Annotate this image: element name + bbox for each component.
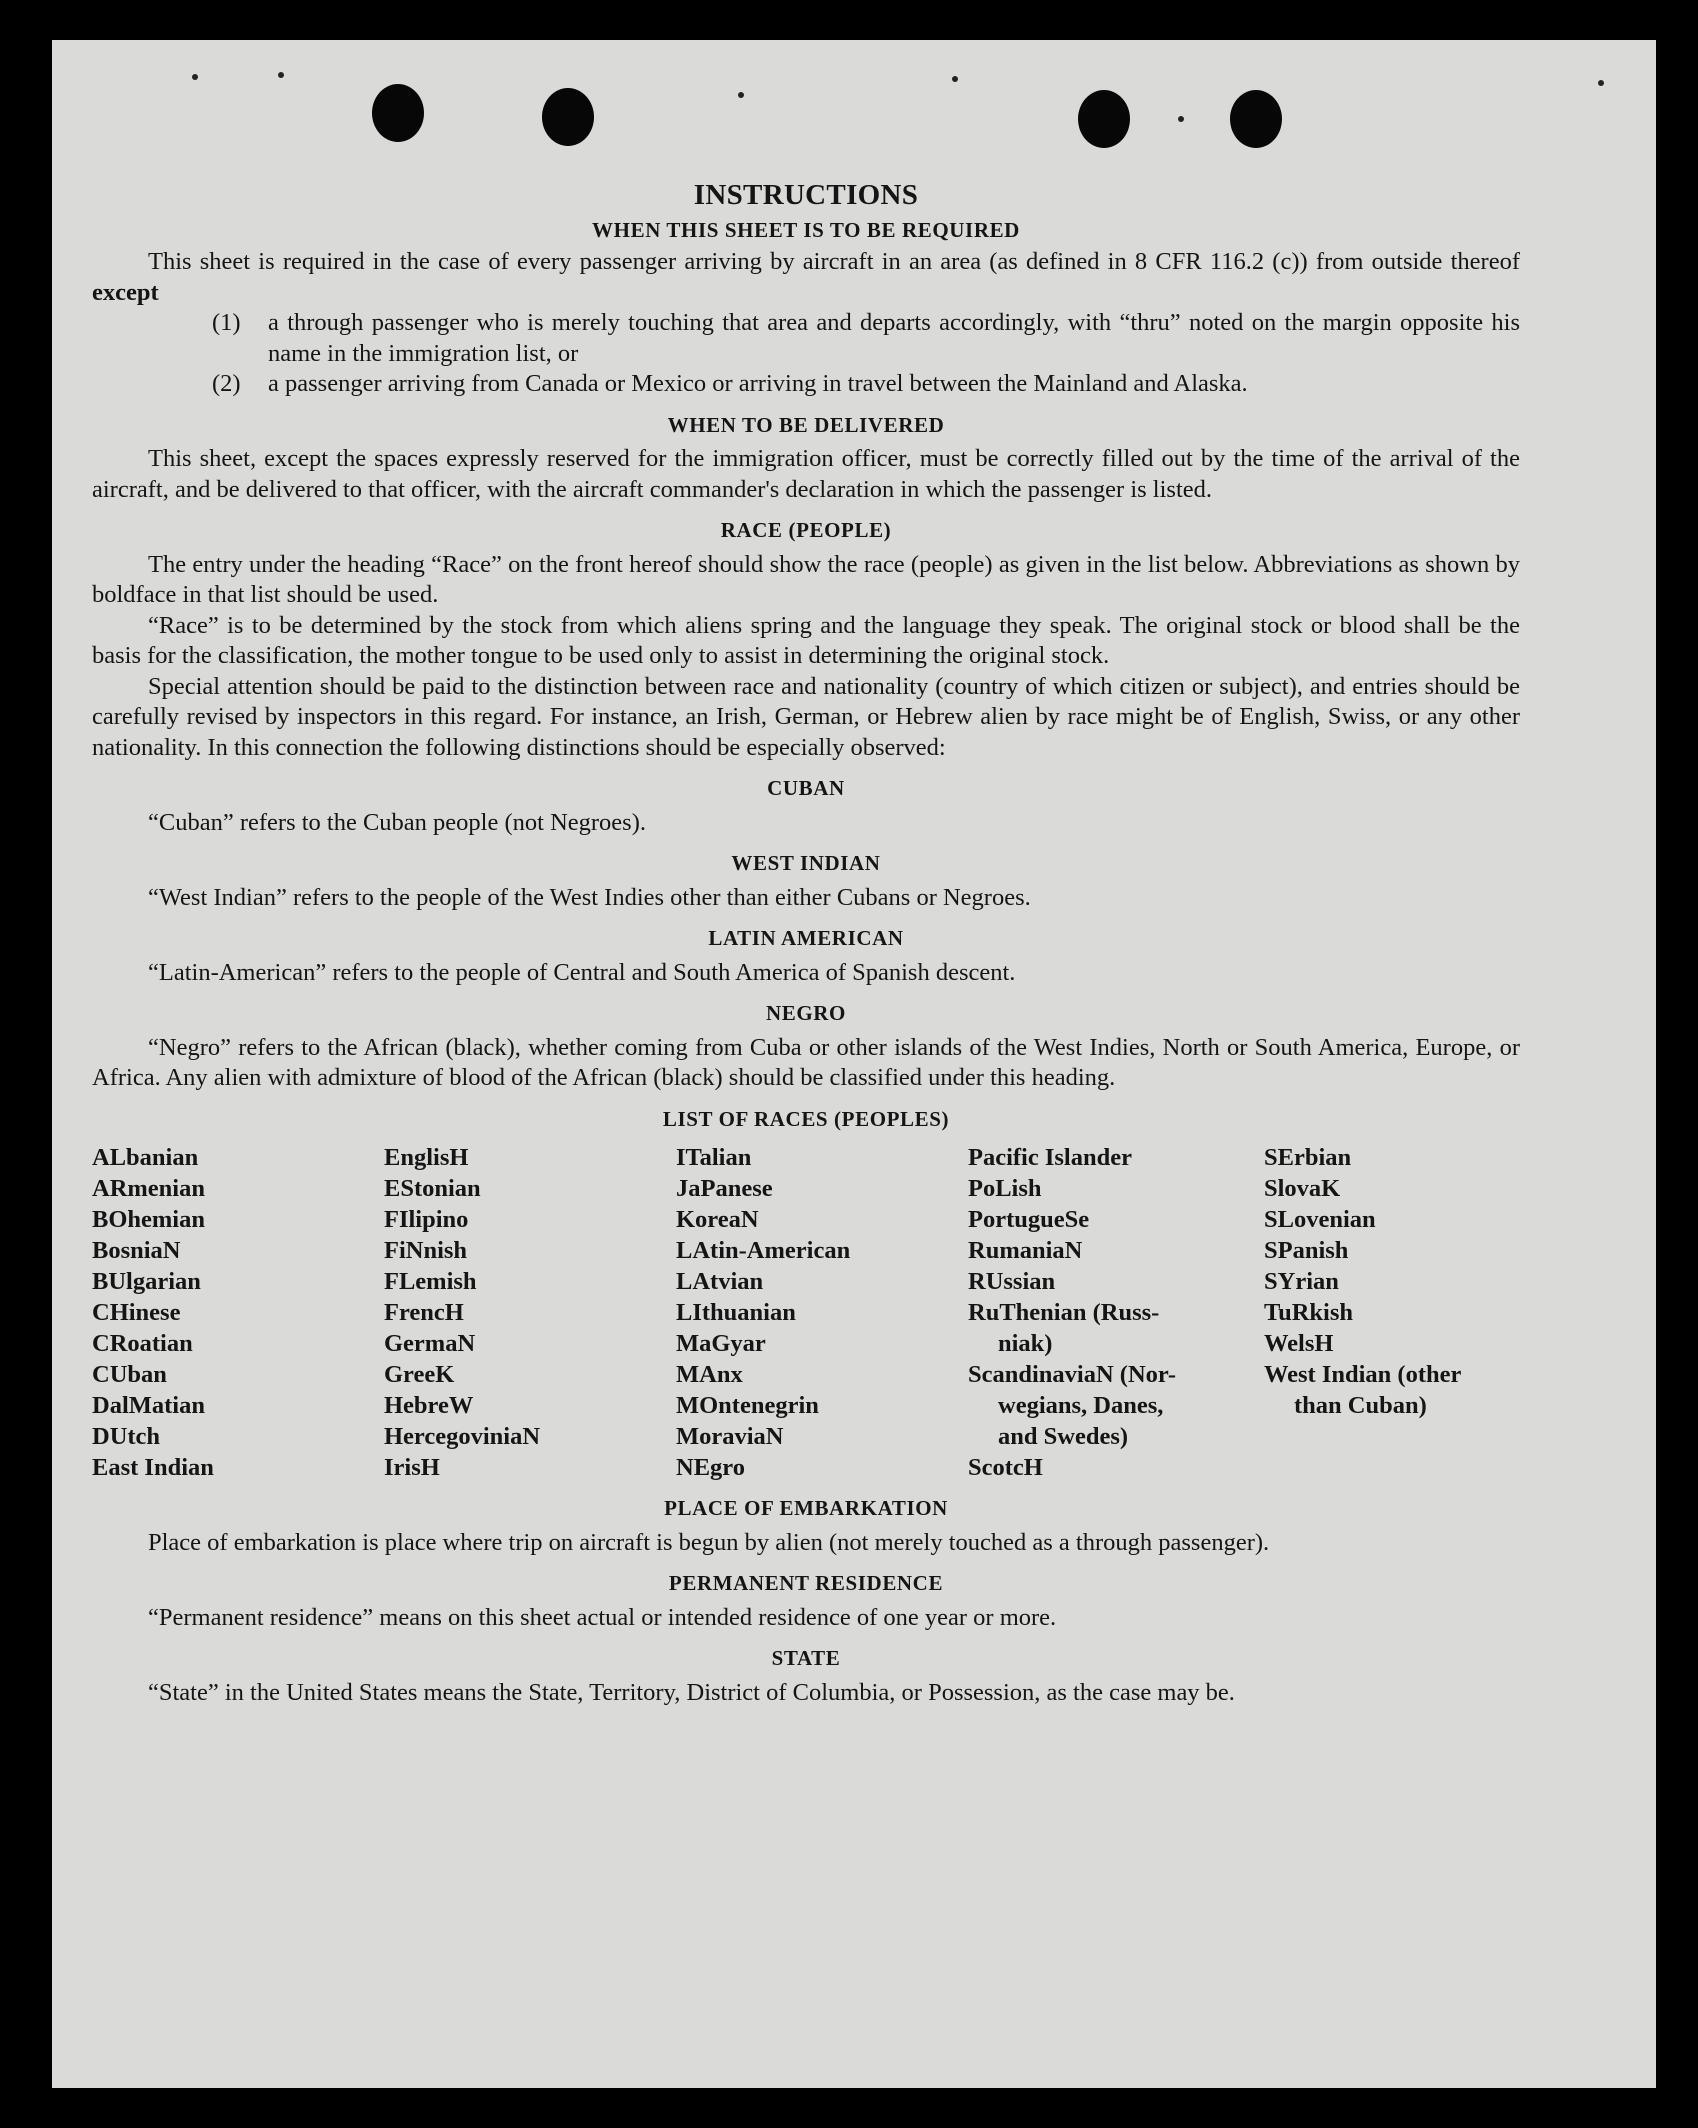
- races-column: [384, 1142, 676, 1483]
- race-item: CHinese: [92, 1299, 181, 1326]
- document-sheet: [52, 40, 1656, 2088]
- race-item: NEgro: [676, 1454, 745, 1481]
- race-item: PoLish: [968, 1175, 1042, 1202]
- item-number: (1): [212, 309, 241, 336]
- paragraph: Special attention should be paid to the distinction between race and nationality (country of which citizen or subject), and entries should be carefully revised by inspectors in this regard. For instance, an Irish, German, or Hebrew alien by race might be of English, Swiss, or any other nationality. In this connection the following distinctions should be especially observed:: [92, 672, 1520, 761]
- race-item: ScandinaviaN (Nor-: [968, 1361, 1177, 1388]
- list-item: [212, 308, 1520, 369]
- speck: [952, 76, 958, 82]
- section-heading: WEST INDIAN: [731, 851, 881, 875]
- section-heading: STATE: [771, 1646, 841, 1670]
- race-item: East Indian: [92, 1454, 214, 1481]
- speck: [1178, 116, 1184, 122]
- races-column: [676, 1142, 968, 1483]
- race-item: FrencH: [384, 1299, 464, 1326]
- race-item: MaGyar: [676, 1330, 766, 1357]
- race-item: than Cuban): [1294, 1392, 1427, 1419]
- section-heading: CUBAN: [767, 776, 845, 800]
- race-item: MoraviaN: [676, 1423, 784, 1450]
- race-item: RumaniaN: [968, 1237, 1083, 1264]
- instructions-content: [92, 180, 1520, 1708]
- races-column: [968, 1142, 1264, 1483]
- speck: [192, 74, 198, 80]
- section-heading: PERMANENT RESIDENCE: [668, 1571, 944, 1595]
- section-heading: WHEN THIS SHEET IS TO BE REQUIRED: [592, 217, 1020, 242]
- race-item: SYrian: [1264, 1268, 1339, 1295]
- race-item: MOntenegrin: [676, 1392, 819, 1419]
- section-heading: NEGRO: [765, 1001, 846, 1025]
- race-item: HebreW: [384, 1392, 474, 1419]
- race-item: ITalian: [676, 1144, 752, 1171]
- paragraph-emphasis: except: [92, 278, 159, 306]
- race-item: and Swedes): [998, 1423, 1129, 1450]
- race-item: CUban: [92, 1361, 167, 1388]
- speck: [1598, 80, 1604, 86]
- speck: [278, 72, 284, 78]
- race-item: CRoatian: [92, 1330, 193, 1357]
- race-item: LAtin-American: [676, 1237, 851, 1264]
- race-item: niak): [998, 1330, 1053, 1357]
- race-item: FIlipino: [384, 1206, 469, 1233]
- punch-hole: [1078, 90, 1130, 148]
- list-item: [212, 369, 1520, 400]
- races-list: [92, 1142, 1520, 1483]
- race-item: ALbanian: [92, 1144, 199, 1171]
- race-item: RuThenian (Russ-: [968, 1299, 1160, 1326]
- race-item: DalMatian: [92, 1392, 205, 1419]
- race-item: KoreaN: [676, 1206, 759, 1233]
- paragraph: The entry under the heading “Race” on the front hereof should show the race (people) as given in the list below. Abbreviations as shown by boldface in that list should be used.: [92, 550, 1520, 608]
- race-item: JaPanese: [676, 1175, 773, 1202]
- race-item: SLovenian: [1264, 1206, 1376, 1233]
- race-item: MAnx: [676, 1361, 743, 1388]
- race-item: West Indian (other: [1264, 1361, 1462, 1388]
- race-item: PortugueSe: [968, 1206, 1090, 1233]
- race-item: BOhemian: [92, 1206, 205, 1233]
- paragraph: Place of embarkation is place where trip on aircraft is begun by alien (not merely touched as a through passenger).: [148, 1528, 1270, 1556]
- race-item: SPanish: [1264, 1237, 1349, 1264]
- punch-hole: [542, 88, 594, 146]
- paragraph: “Latin-American” refers to the people of Central and South America of Spanish descent.: [148, 958, 1016, 986]
- race-item: DUtch: [92, 1423, 161, 1450]
- race-item: Pacific Islander: [968, 1144, 1132, 1171]
- paragraph: This sheet, except the spaces expressly reserved for the immigration officer, must be correctly filled out by the time of the arrival of the aircraft, and be delivered to that officer, with the aircraft commander's declaration in which the passenger is listed.: [92, 445, 1520, 503]
- race-item: RUssian: [968, 1268, 1056, 1295]
- paragraph: “Race” is to be determined by the stock from which aliens spring and the language they speak. The original stock or blood shall be the basis for the classification, the mother tongue to be used only to assist in determining the original stock.: [92, 611, 1520, 669]
- race-item: SErbian: [1264, 1144, 1352, 1171]
- race-item: LAtvian: [676, 1268, 764, 1295]
- item-number: (2): [212, 370, 241, 397]
- race-item: HercegoviniaN: [384, 1423, 541, 1450]
- race-item: EStonian: [384, 1175, 481, 1202]
- races-column: [92, 1142, 384, 1483]
- race-item: FLemish: [384, 1268, 477, 1295]
- race-item: IrisH: [384, 1454, 440, 1481]
- races-column: [1264, 1142, 1520, 1483]
- section-heading: WHEN TO BE DELIVERED: [667, 412, 945, 437]
- race-item: BosniaN: [92, 1237, 181, 1264]
- paragraph: “Cuban” refers to the Cuban people (not Negroes).: [148, 808, 646, 836]
- section-heading: LIST OF RACES (PEOPLES): [662, 1106, 950, 1131]
- race-item: TuRkish: [1264, 1299, 1354, 1326]
- paragraph: “Permanent residence” means on this sheet actual or intended residence of one year or more.: [148, 1603, 1057, 1631]
- paragraph: “West Indian” refers to the people of the West Indies other than either Cubans or Negroes.: [148, 883, 1031, 911]
- item-text: a passenger arriving from Canada or Mexico or arriving in travel between the Mainland and Alaska.: [268, 370, 1248, 397]
- race-item: LIthuanian: [676, 1299, 796, 1326]
- page-title: INSTRUCTIONS: [693, 179, 919, 211]
- race-item: EnglisH: [384, 1144, 469, 1171]
- item-text: a through passenger who is merely touching that area and departs accordingly, with “thru” noted on the margin opposite his name in the immigration list, or: [268, 309, 1520, 367]
- paragraph-text: This sheet is required in the case of every passenger arriving by aircraft in an area (as defined in 8 CFR 116.2 (c)) from outside thereof: [148, 248, 1520, 275]
- section-heading: PLACE OF EMBARKATION: [664, 1496, 948, 1520]
- race-item: FiNnish: [384, 1237, 468, 1264]
- race-item: ScotcH: [968, 1454, 1043, 1481]
- section-heading: LATIN AMERICAN: [708, 926, 904, 950]
- race-item: wegians, Danes,: [998, 1392, 1164, 1419]
- paragraph: “Negro” refers to the African (black), whether coming from Cuba or other islands of the West Indies, North or South America, Europe, or Africa. Any alien with admixture of blood of the African (black) should be classified under this heading.: [92, 1033, 1520, 1091]
- section-heading: RACE (PEOPLE): [720, 518, 892, 542]
- race-item: WelsH: [1264, 1330, 1334, 1357]
- paragraph: “State” in the United States means the State, Territory, District of Columbia, or Possession, as the case may be.: [148, 1678, 1235, 1706]
- race-item: BUlgarian: [92, 1268, 201, 1295]
- race-item: GreeK: [384, 1361, 455, 1388]
- punch-hole: [372, 84, 424, 142]
- race-item: ARmenian: [92, 1175, 205, 1202]
- speck: [738, 92, 744, 98]
- race-item: SlovaK: [1264, 1175, 1341, 1202]
- punch-hole: [1230, 90, 1282, 148]
- race-item: GermaN: [384, 1330, 476, 1357]
- paragraph: [92, 247, 1520, 308]
